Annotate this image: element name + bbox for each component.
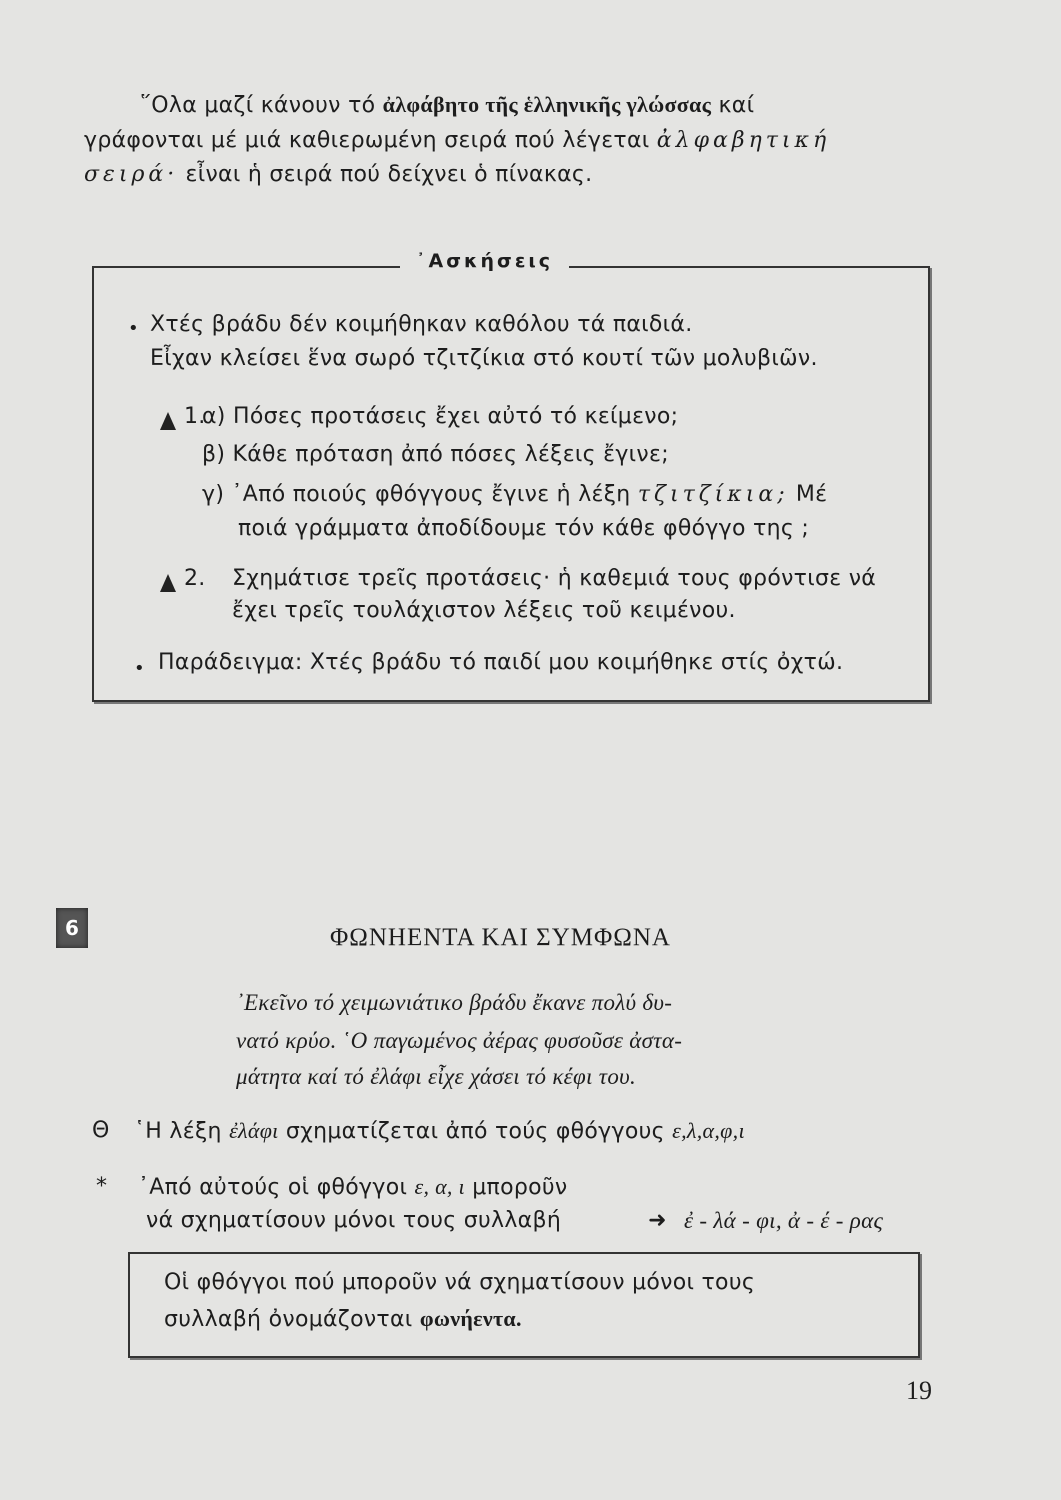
theta-text: σχηματίζεται ἀπό τούς φθόγγους: [278, 1119, 673, 1144]
syllable-examples: ἐ - λά - φι, ἀ - έ - ρας: [684, 1208, 884, 1233]
triangle-marker-icon: [160, 574, 176, 592]
star-text: ᾿Από αὐτούς οἱ φθόγγοι: [138, 1175, 415, 1200]
intro-text: εἶναι ἡ σειρά πού δείχνει ὁ πίνακας.: [178, 162, 593, 187]
star-statement-line-2: νά σχηματίσουν μόνοι τους συλλαβή: [146, 1208, 562, 1233]
definition-box: [128, 1252, 920, 1358]
quote-line-2: νατό κρύο. ῾Ο παγωμένος ἀέρας φυσοῦσε ἀστα-: [236, 1028, 683, 1053]
phoneme-list: ε,λ,α,φ,ι: [672, 1118, 745, 1143]
intro-line-1: [140, 92, 754, 118]
question-1c-text: Μέ: [788, 482, 828, 507]
section-title: ΦΩΝΗΕΝΤΑ ΚΑΙ ΣΥΜΦΩΝΑ: [330, 924, 671, 951]
star-statement-line-1: [138, 1174, 567, 1200]
question-1b: β) Κάθε πρόταση ἀπό πόσες λέξεις ἔγινε;: [202, 442, 669, 467]
question-2-number: 2.: [184, 566, 206, 591]
asterisk-marker-icon: *: [96, 1174, 107, 1199]
question-1c-line-2: ποιά γράμματα ἀποδίδουμε τόν κάθε φθόγγο της ;: [238, 516, 810, 541]
quote-line-1: ᾿Εκεῖνο τό χειμωνιάτικο βράδυ ἔκανε πολύ δυ-: [236, 990, 673, 1015]
quote-line-3: μάτητα καί τό ἐλάφι εἶχε χάσει τό κέφι του.: [236, 1064, 637, 1089]
intro-line-3: [84, 162, 592, 187]
arrow-right-icon: ➜: [648, 1208, 667, 1233]
question-2-line-1: Σχημάτισε τρεῖς προτάσεις· ἡ καθεμιά τους φρόντισε νά: [232, 566, 877, 591]
vowels-term: φωνήεντα.: [419, 1306, 522, 1331]
exercise-text-line-1: Χτές βράδυ δέν κοιμήθηκαν καθόλου τά παιδιά.: [150, 312, 693, 337]
section-number-badge: 6: [56, 908, 88, 948]
vowel-list: ε, α, ι: [414, 1174, 465, 1199]
definition-line-2: [164, 1306, 522, 1332]
star-text: μποροῦν: [464, 1175, 568, 1200]
question-1-number: 1.: [184, 404, 206, 429]
theta-text: ῾Η λέξη: [134, 1119, 230, 1144]
page-number: 19: [906, 1376, 932, 1405]
alphabet-term: ἀλφάβητο τῆς ἑλληνικῆς γλώσσας: [382, 92, 712, 117]
question-1c: [202, 482, 827, 507]
alphabetical-term: ἀλφαβητική: [656, 128, 831, 153]
intro-text: καί: [711, 93, 755, 118]
definition-text: συλλαβή ὀνομάζονται: [164, 1307, 420, 1332]
triangle-marker-icon: [160, 412, 176, 430]
definition-line-1: Οἱ φθόγγοι πού μποροῦν νά σχηματίσουν μόνοι τους: [164, 1270, 756, 1295]
question-2-line-2: ἔχει τρεῖς τουλάχιστον λέξεις τοῦ κειμένου.: [232, 598, 736, 623]
bullet-icon: •: [134, 658, 145, 679]
theta-statement: [134, 1118, 745, 1144]
word-elafi: ἐλάφι: [229, 1118, 279, 1143]
example-sentence: Παράδειγμα: Χτές βράδυ τό παιδί μου κοιμήθηκε στίς ὀχτώ.: [158, 650, 844, 675]
question-1a: α) Πόσες προτάσεις ἔχει αὐτό τό κείμενο;: [202, 404, 679, 429]
exercises-title: ᾿Ασκήσεις: [400, 250, 569, 272]
question-1c-text: γ) ᾿Από ποιούς φθόγγους ἔγινε ἡ λέξη: [202, 482, 638, 507]
bullet-icon: •: [128, 318, 139, 339]
intro-text: γράφονται μέ μιά καθιερωμένη σειρά πού λέγεται: [84, 128, 657, 153]
order-term: σειρά·: [84, 162, 179, 187]
intro-line-2: [84, 128, 830, 153]
theta-marker-icon: Θ: [92, 1118, 110, 1143]
exercise-text-line-2: Εἶχαν κλείσει ἕνα σωρό τζιτζίκια στό κουτί τῶν μολυβιῶν.: [150, 346, 818, 371]
intro-text: ῞Ολα μαζί κάνουν τό: [140, 93, 383, 118]
word-tzitzikia: τζιτζίκια;: [637, 482, 789, 507]
